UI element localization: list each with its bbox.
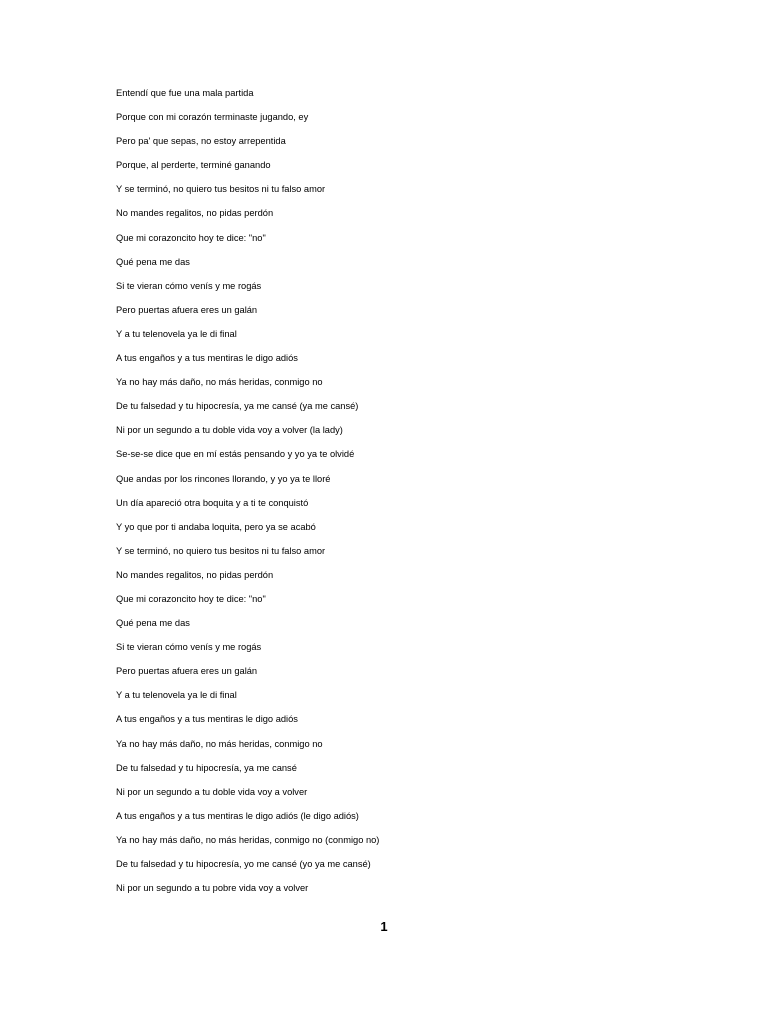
lyric-line: Pero pa' que sepas, no estoy arrepentida: [116, 136, 286, 147]
lyrics-body: [116, 86, 716, 905]
lyric-line: Y yo que por ti andaba loquita, pero ya se acabó: [116, 521, 316, 532]
lyric-line: Si te vieran cómo venís y me rogás: [116, 280, 262, 291]
lyric-line: Ni por un segundo a tu doble vida voy a volver (la lady): [116, 425, 343, 436]
lyric-line: Ya no hay más daño, no más heridas, conmigo no: [116, 377, 323, 388]
lyric-line: A tus engaños y a tus mentiras le digo adiós (le digo adiós): [116, 810, 359, 821]
lyric-line: Que andas por los rincones llorando, y yo ya te lloré: [116, 473, 331, 484]
lyric-line: Ni por un segundo a tu pobre vida voy a volver: [116, 883, 309, 894]
lyric-line: Ya no hay más daño, no más heridas, conmigo no: [116, 738, 323, 749]
lyric-line: Pero puertas afuera eres un galán: [116, 304, 258, 315]
lyric-line: Que mi corazoncito hoy te dice: "no": [116, 232, 266, 243]
lyric-line: A tus engaños y a tus mentiras le digo adiós: [116, 714, 298, 725]
lyric-line: No mandes regalitos, no pidas perdón: [116, 569, 274, 580]
lyric-line: Qué pena me das: [116, 618, 190, 629]
lyric-line: Ni por un segundo a tu doble vida voy a volver: [116, 786, 308, 797]
lyric-line: De tu falsedad y tu hipocresía, ya me cansé (ya me cansé): [116, 401, 359, 412]
lyric-line: Y se terminó, no quiero tus besitos ni tu falso amor: [116, 545, 326, 556]
lyric-line: Pero puertas afuera eres un galán: [116, 666, 258, 677]
lyric-line: Se-se-se dice que en mí estás pensando y yo ya te olvidé: [116, 449, 355, 460]
lyric-line: De tu falsedad y tu hipocresía, yo me cansé (yo ya me cansé): [116, 859, 371, 869]
lyric-line: Qué pena me das: [116, 256, 190, 267]
lyric-line: Y a tu telenovela ya le di final: [116, 328, 237, 339]
lyric-line: Entendí que fue una mala partida: [116, 88, 254, 98]
lyric-line: Un día apareció otra boquita y a ti te conquistó: [116, 497, 309, 508]
lyric-line: A tus engaños y a tus mentiras le digo adiós: [116, 353, 298, 364]
lyric-line: Porque con mi corazón terminaste jugando, ey: [116, 112, 309, 123]
page-number: 1: [380, 919, 388, 934]
lyric-line: Si te vieran cómo venís y me rogás: [116, 642, 262, 653]
lyric-line: Porque, al perderte, terminé ganando: [116, 160, 271, 171]
lyric-line: Y se terminó, no quiero tus besitos ni tu falso amor: [116, 184, 326, 195]
lyric-line: No mandes regalitos, no pidas perdón: [116, 208, 274, 219]
lyric-line: Y a tu telenovela ya le di final: [116, 690, 237, 701]
lyric-line: Que mi corazoncito hoy te dice: "no": [116, 593, 266, 604]
lyric-line: De tu falsedad y tu hipocresía, ya me cansé: [116, 762, 297, 773]
lyric-line: Ya no hay más daño, no más heridas, conmigo no (conmigo no): [116, 834, 380, 845]
